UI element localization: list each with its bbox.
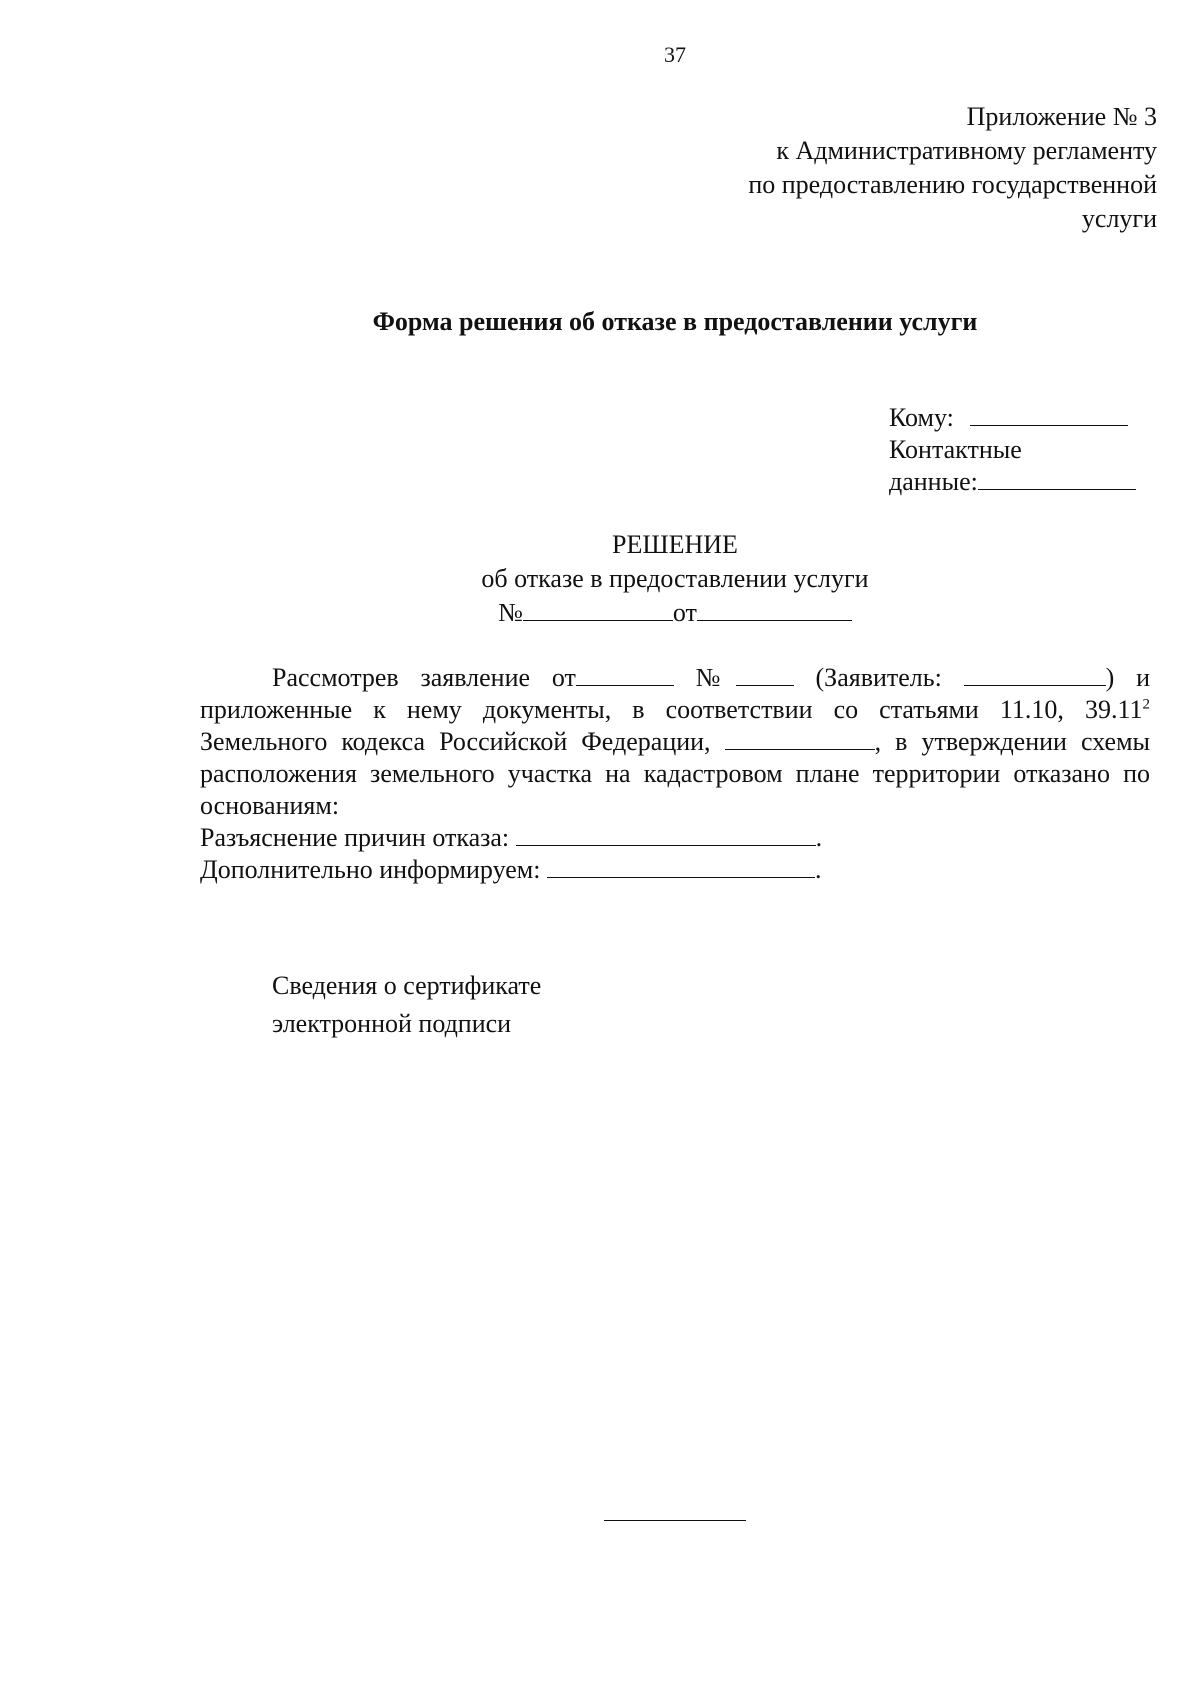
decision-subtitle: об отказе в предоставлении услуги <box>481 564 869 593</box>
appendix-line-2: к Административному регламенту <box>776 136 1157 165</box>
recipient-to-label: Кому: <box>889 403 954 432</box>
decision-date-blank <box>697 598 852 621</box>
recipient-contacts-label-1: Контактные <box>889 435 1022 464</box>
decision-number-blank <box>523 598 673 621</box>
appendix-line-4: услуги <box>1081 204 1157 233</box>
appendix-header <box>557 100 1157 236</box>
application-number-blank <box>736 663 794 686</box>
body-text-a: Рассмотрев заявление от <box>272 663 576 692</box>
body-text-d: ) и приложенные к нему документы, в соответствии со статьями 11.10, 39.11 <box>200 663 1150 724</box>
form-title: Форма решения об отказе в предоставлении услуги <box>372 307 978 336</box>
decision-number-row <box>200 596 1150 630</box>
recipient-block <box>889 402 1149 498</box>
signature-line-1: Сведения о сертификате <box>272 971 542 1000</box>
decision-paragraph <box>200 662 1150 822</box>
recipient-to-blank <box>970 403 1128 426</box>
reasons-blank <box>516 823 816 846</box>
end-separator-line <box>604 1520 746 1521</box>
decision-title: РЕШЕНИЕ <box>612 530 738 559</box>
recipient-contacts-blank <box>978 467 1136 490</box>
additional-label: Дополнительно информируем: <box>200 855 541 884</box>
decision-number-label: № <box>498 598 523 627</box>
decision-header <box>200 528 1150 630</box>
body-text-b: № <box>695 663 736 692</box>
recipient-contacts-label-2: данные: <box>889 467 978 496</box>
applicant-blank <box>964 663 1106 686</box>
body-text-c: (Заявитель: <box>815 663 942 692</box>
additional-row <box>200 854 1150 886</box>
additional-blank <box>547 855 815 878</box>
appendix-line-3: по предоставлению государственной <box>748 170 1157 199</box>
appendix-line-1: Приложение № 3 <box>966 102 1157 131</box>
decision-body <box>200 662 1150 886</box>
recipient-contacts-row <box>889 466 1149 498</box>
recipient-to-row <box>889 402 1149 434</box>
reasons-period: . <box>815 823 823 852</box>
reasons-row <box>200 822 1150 854</box>
body-text-f: , в утверждении схемы расположения земельного участка на кадастровом плане территории отказано по основаниям: <box>200 727 1150 820</box>
decision-from-label: от <box>672 598 697 627</box>
page-number: 37 <box>664 42 686 67</box>
body-text-e: Земельного кодекса Российской Федерации, <box>200 727 711 756</box>
additional-period: . <box>814 855 822 884</box>
reasons-label: Разъяснение причин отказа: <box>200 823 510 852</box>
application-date-blank <box>576 663 674 686</box>
signature-line-2: электронной подписи <box>272 1009 512 1038</box>
article-superscript: 2 <box>1142 696 1150 713</box>
basis-blank <box>725 727 875 750</box>
signature-certificate-block <box>272 967 772 1043</box>
